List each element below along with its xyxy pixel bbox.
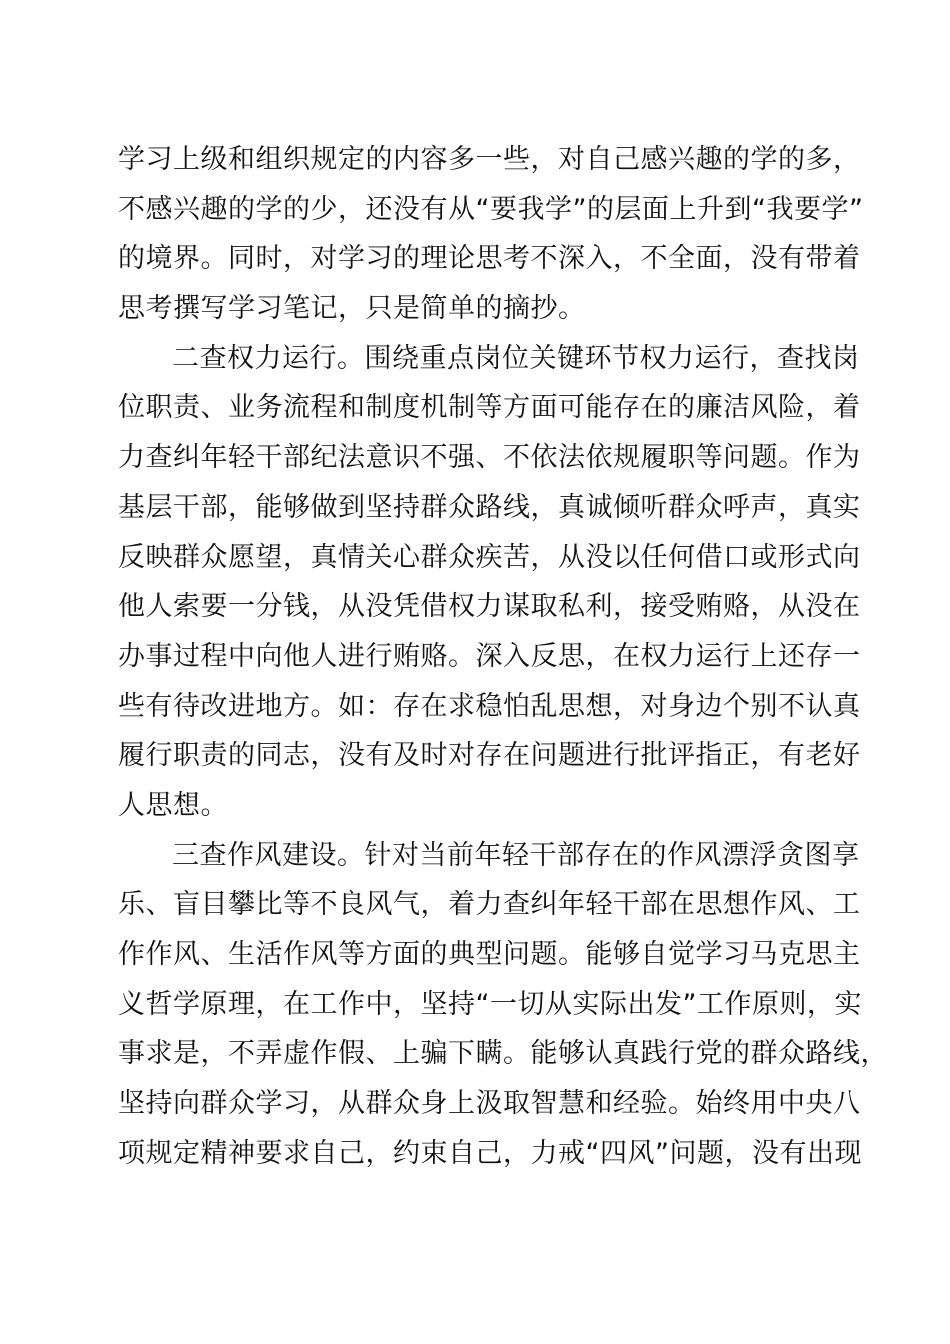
text-line: 人思想。 (118, 789, 228, 821)
document-body (118, 135, 888, 1178)
text-line: 位职责、业务流程和制度机制等方面可能存在的廉洁风险，着 (118, 392, 861, 424)
paragraph-start-line: 三查作风建设。针对当前年轻干部存在的作风漂浮贪图享 (172, 839, 860, 871)
text-line: 基层干部，能够做到坚持群众路线，真诚倾听群众呼声，真实 (118, 491, 861, 523)
text-line: 思考撰写学习笔记，只是简单的摘抄。 (118, 293, 586, 325)
text-line: 乐、盲目攀比等不良风气，着力查纠年轻干部在思想作风、工 (118, 889, 861, 921)
text-line: 项规定精神要求自己，约束自己，力戒“四风”问题，没有出现 (118, 1137, 862, 1169)
text-line: 力查纠年轻干部纪法意识不强、不依法依规履职等问题。作为 (118, 442, 861, 474)
text-line: 他人索要一分钱，从没凭借权力谋取私利，接受贿赂，从没在 (118, 591, 861, 623)
text-line: 的境界。同时，对学习的理论思考不深入，不全面，没有带着 (118, 243, 861, 275)
text-line: 不感兴趣的学的少，还没有从“要我学”的层面上升到“我要学” (118, 193, 864, 225)
text-line: 反映群众愿望，真情关心群众疾苦，从没以任何借口或形式向 (118, 541, 861, 573)
text-line: 学习上级和组织规定的内容多一些，对自己感兴趣的学的多， (118, 144, 861, 175)
text-line: 义哲学原理，在工作中，坚持“一切从实际出发”工作原则，实 (118, 988, 862, 1020)
text-line: 办事过程中向他人进行贿赂。深入反思，在权力运行上还存一 (118, 640, 861, 672)
text-line: 作作风、生活作风等方面的典型问题。能够自觉学习马克思主 (118, 939, 861, 970)
text-line: 些有待改进地方。如：存在求稳怕乱思想，对身边个别不认真 (118, 690, 861, 722)
text-line: 坚持向群众学习，从群众身上汲取智慧和经验。始终用中央八 (118, 1088, 861, 1120)
text-line: 履行职责的同志，没有及时对存在问题进行批评指正，有老好 (118, 740, 861, 772)
text-line: 事求是，不弄虚作假、上骗下瞒。能够认真践行党的群众路线， (118, 1038, 888, 1070)
paragraph-start-line: 二查权力运行。围绕重点岗位关键环节权力运行，查找岗 (172, 342, 860, 374)
